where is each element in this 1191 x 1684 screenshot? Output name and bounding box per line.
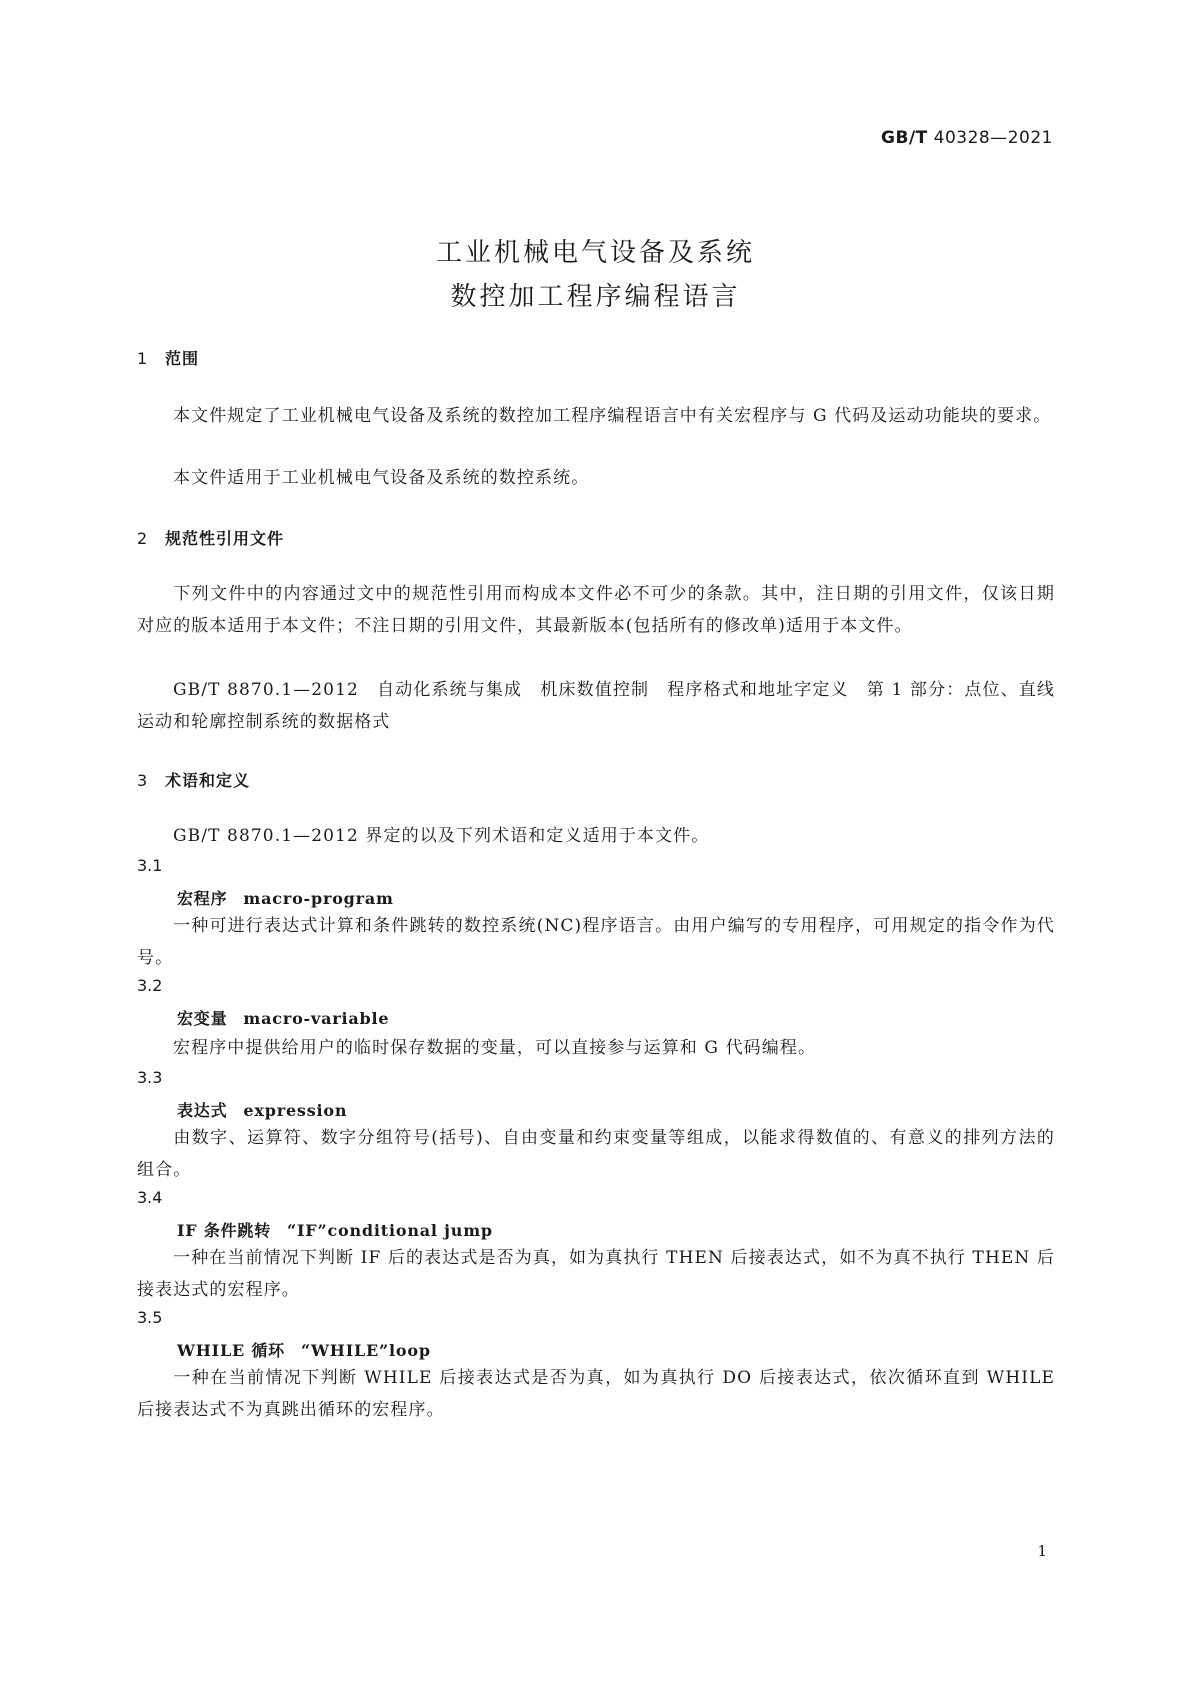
definition-text: 由数字、运算符、数字分组符号(括号)、自由变量和约束变量等组成，以能求得数值的、有意义的排列方法的组合。 bbox=[137, 1128, 1055, 1180]
paragraph-text: 本文件规定了工业机械电气设备及系统的数控加工程序编程语言中有关宏程序与 G 代码及运动功能块的要求。 bbox=[173, 406, 1052, 426]
paragraph-text: 下列文件中的内容通过文中的规范性引用而构成本文件必不可少的条款。其中，注日期的引用文件，仅该日期对应的版本适用于本文件；不注日期的引用文件，其最新版本(包括所有的修改单)适用于本文件。 bbox=[137, 584, 1055, 636]
term-definition bbox=[137, 1122, 1055, 1186]
definition-text: 一种在当前情况下判断 IF 后的表达式是否为真，如为真执行 THEN 后接表达式，如不为真不执行 THEN 后接表达式的宏程序。 bbox=[137, 1248, 1055, 1300]
term-name-zh: 宏变量 bbox=[177, 1009, 228, 1028]
section-1-paragraph-2 bbox=[137, 462, 1055, 494]
term-definition bbox=[137, 1242, 1055, 1306]
standard-number bbox=[881, 128, 1053, 148]
section-2-heading bbox=[137, 526, 284, 549]
term-number: 3.2 bbox=[137, 976, 163, 995]
definition-text: 一种在当前情况下判断 WHILE 后接表达式是否为真，如为真执行 DO 后接表达式，依次循环直到 WHILE 后接表达式不为真跳出循环的宏程序。 bbox=[137, 1368, 1055, 1420]
term-name bbox=[177, 1006, 389, 1029]
definition-text: 一种可进行表达式计算和条件跳转的数控系统(NC)程序语言。由用户编写的专用程序，可用规定的指令作为代号。 bbox=[137, 916, 1055, 968]
term-name bbox=[177, 1218, 493, 1241]
section-1-heading bbox=[137, 346, 199, 369]
document-title-line-2: 数控加工程序编程语言 bbox=[450, 282, 741, 312]
section-number: 2 bbox=[137, 529, 149, 548]
term-name-en: “IF”conditional jump bbox=[287, 1221, 493, 1240]
section-title: 规范性引用文件 bbox=[165, 529, 285, 548]
document-title-line-1: 工业机械电气设备及系统 bbox=[435, 238, 755, 268]
term-name-zh: 宏程序 bbox=[177, 889, 228, 908]
term-definition bbox=[137, 1362, 1055, 1426]
term-number: 3.1 bbox=[137, 856, 163, 875]
section-number: 1 bbox=[137, 349, 149, 368]
definition-text: 宏程序中提供给用户的临时保存数据的变量，可以直接参与运算和 G 代码编程。 bbox=[173, 1038, 817, 1058]
term-definition bbox=[137, 1032, 1055, 1064]
section-3-paragraph-1 bbox=[137, 820, 1055, 852]
section-number: 3 bbox=[137, 771, 149, 790]
term-name-zh: IF 条件跳转 bbox=[177, 1221, 272, 1240]
page-number: 1 bbox=[1037, 1542, 1047, 1560]
standard-prefix: GB/T bbox=[881, 128, 928, 148]
section-1-paragraph-1 bbox=[137, 400, 1055, 432]
term-number: 3.4 bbox=[137, 1188, 163, 1207]
standard-code: 40328—2021 bbox=[933, 128, 1053, 148]
term-number: 3.3 bbox=[137, 1068, 163, 1087]
section-title: 范围 bbox=[165, 349, 200, 368]
section-2-normative-reference bbox=[137, 674, 1055, 738]
term-name-zh: 表达式 bbox=[177, 1101, 228, 1120]
paragraph-text: 本文件适用于工业机械电气设备及系统的数控系统。 bbox=[173, 468, 590, 488]
term-name-en: “WHILE”loop bbox=[301, 1341, 431, 1360]
term-name-en: macro-variable bbox=[243, 1009, 390, 1028]
section-3-heading bbox=[137, 768, 250, 791]
term-number: 3.5 bbox=[137, 1308, 163, 1327]
term-name-en: macro-program bbox=[243, 889, 394, 908]
term-name bbox=[177, 1098, 347, 1121]
section-2-paragraph-1 bbox=[137, 578, 1055, 642]
term-name-zh: WHILE 循环 bbox=[177, 1341, 285, 1360]
term-name-en: expression bbox=[243, 1101, 348, 1120]
section-title: 术语和定义 bbox=[165, 771, 251, 790]
term-definition bbox=[137, 910, 1055, 974]
term-name bbox=[177, 1338, 431, 1361]
term-name bbox=[177, 886, 394, 909]
reference-text: GB/T 8870.1—2012 自动化系统与集成 机床数值控制 程序格式和地址字定义 第 1 部分：点位、直线运动和轮廓控制系统的数据格式 bbox=[137, 680, 1055, 732]
paragraph-text: GB/T 8870.1—2012 界定的以及下列术语和定义适用于本文件。 bbox=[173, 826, 710, 846]
